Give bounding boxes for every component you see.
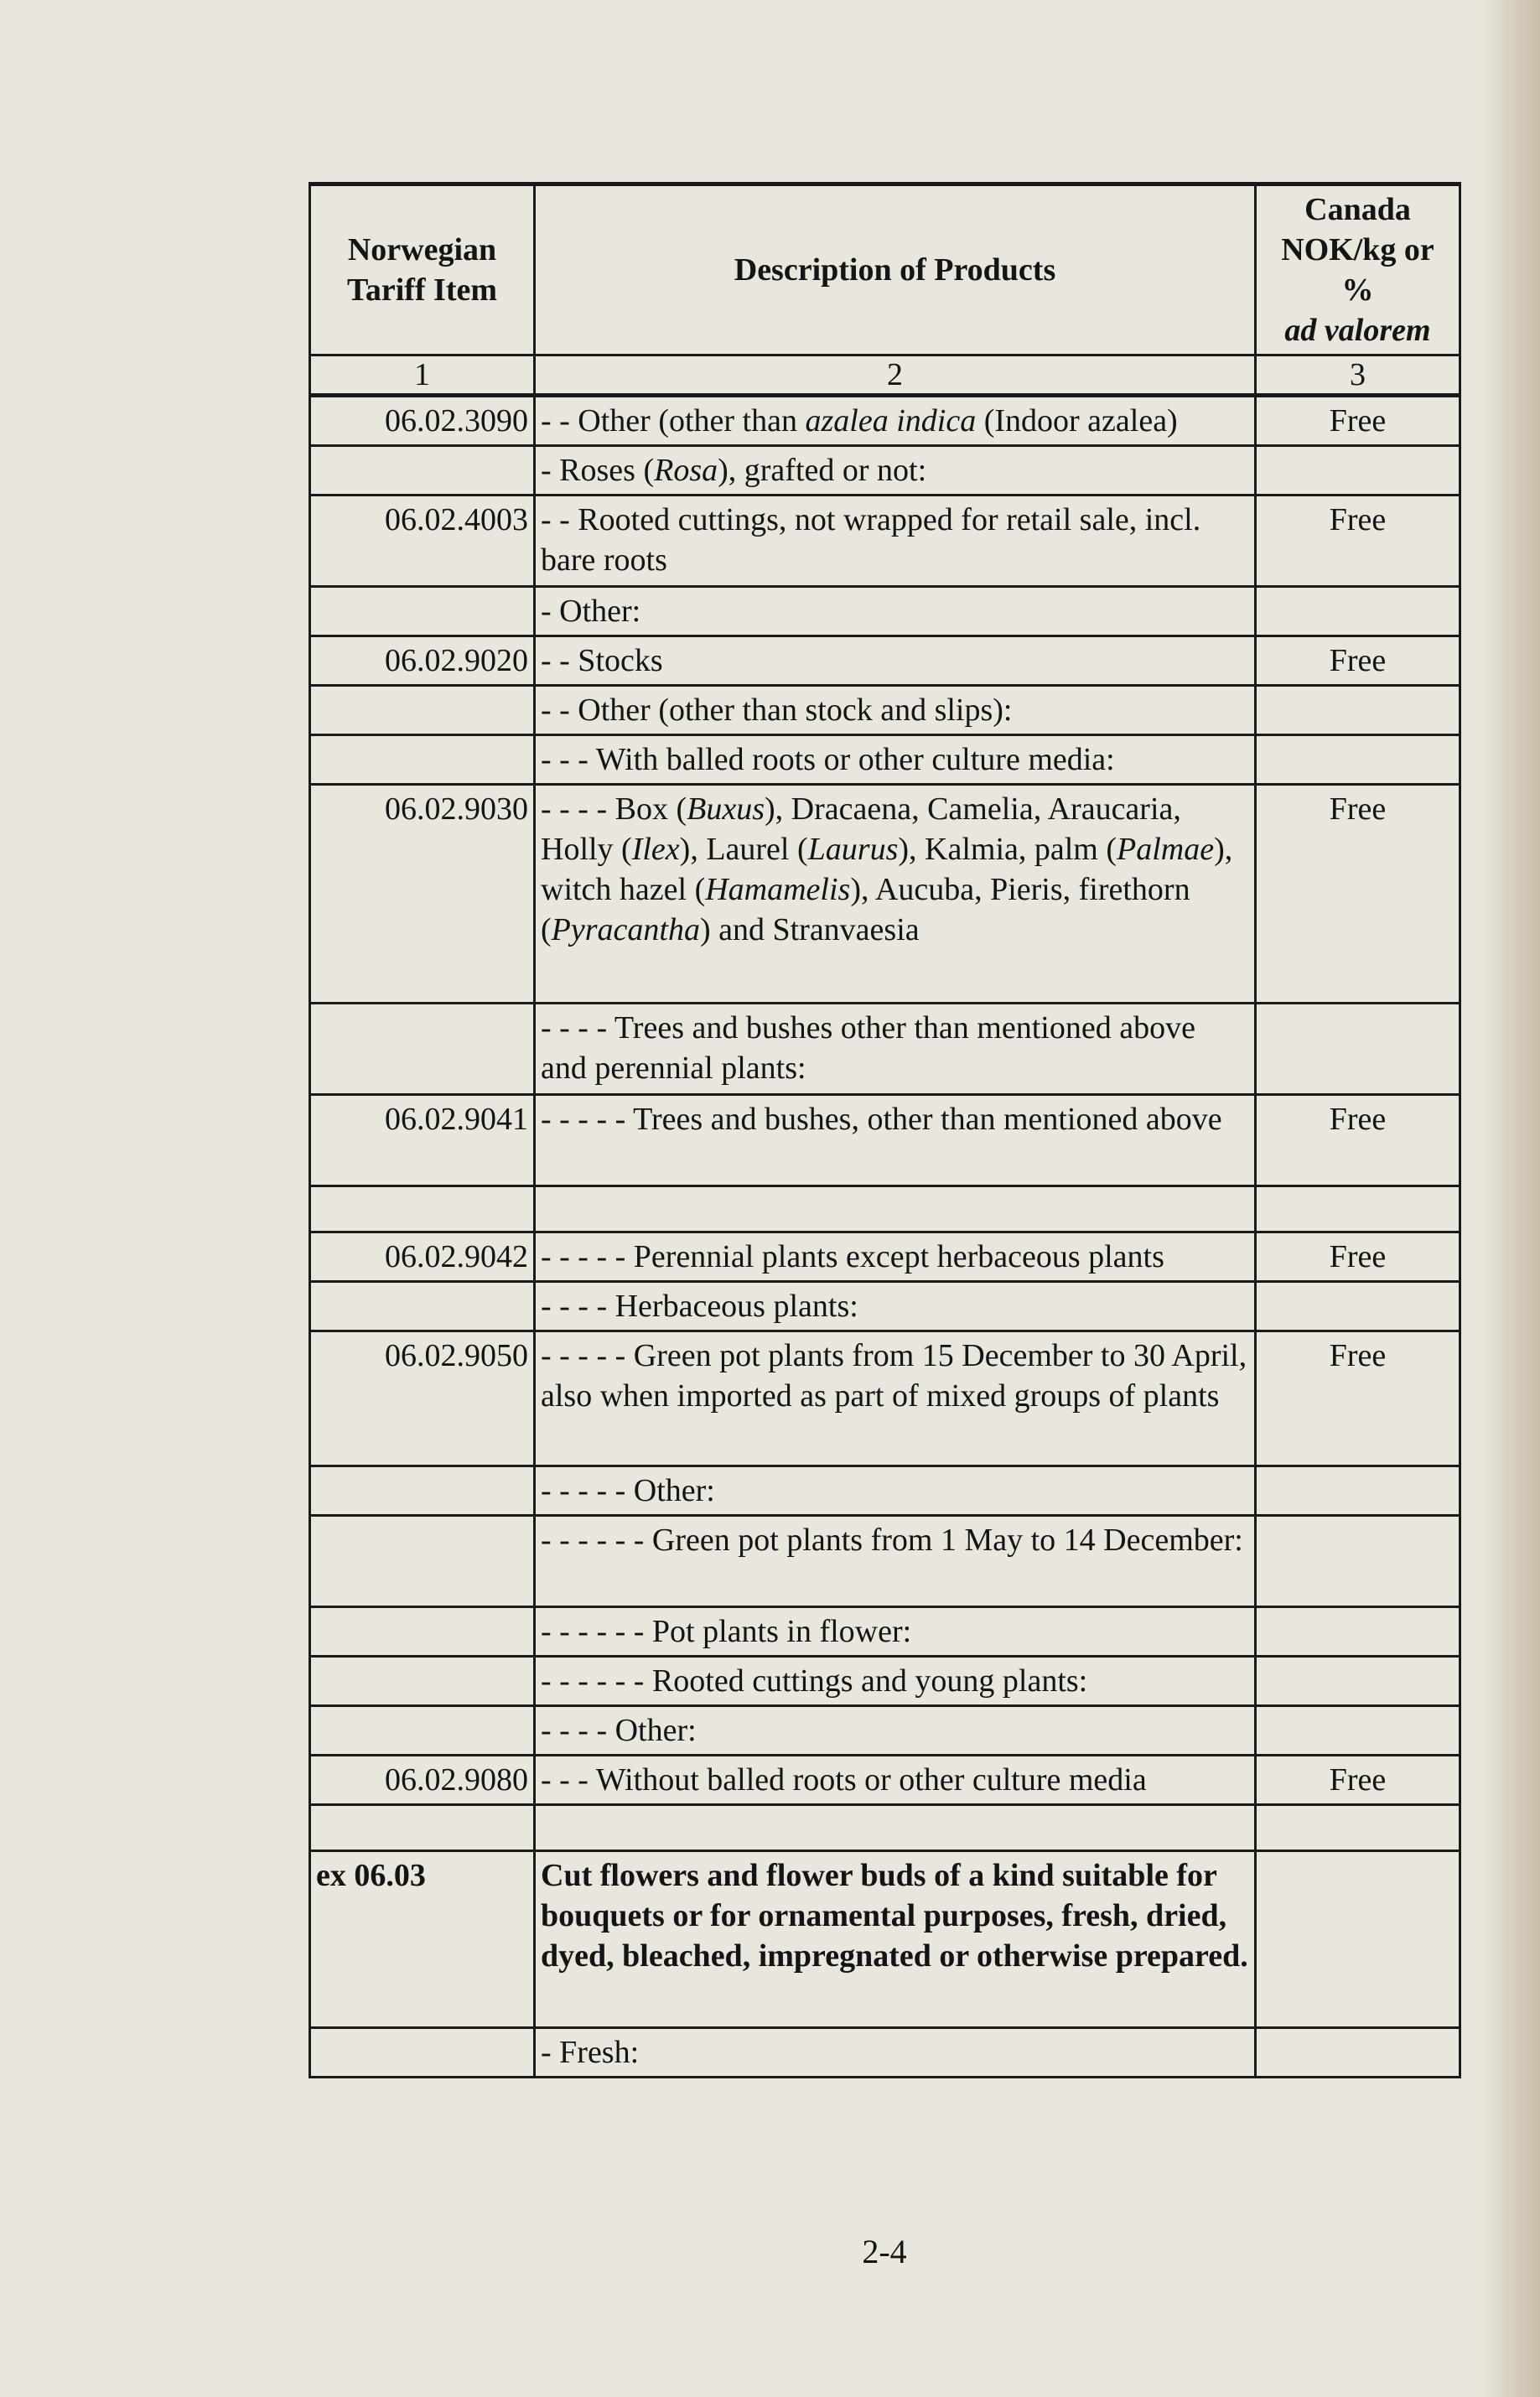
table-row xyxy=(310,1331,1460,1466)
table-row xyxy=(310,1095,1460,1186)
tariff-item-cell xyxy=(310,1466,535,1516)
tariff-item-cell xyxy=(310,686,535,735)
rate-cell xyxy=(1256,1516,1460,1607)
header-tariff-item: Norwegian Tariff Item xyxy=(310,184,535,355)
table-row xyxy=(310,1466,1460,1516)
description-cell: - - Other (other than stock and slips): xyxy=(535,686,1256,735)
table-row xyxy=(310,1282,1460,1331)
tariff-item-cell: 06.02.3090 xyxy=(310,396,535,446)
table-row xyxy=(310,396,1460,446)
tariff-item-cell xyxy=(310,1282,535,1331)
rate-cell: Free xyxy=(1256,396,1460,446)
table-row xyxy=(310,1805,1460,1851)
rate-cell: Free xyxy=(1256,785,1460,1004)
tariff-item-cell xyxy=(310,735,535,785)
header-rate xyxy=(1256,184,1460,355)
rate-cell xyxy=(1256,1805,1460,1851)
rate-cell: Free xyxy=(1256,1095,1460,1186)
tariff-table xyxy=(309,182,1461,2078)
description-cell: - Roses (Rosa), grafted or not: xyxy=(535,446,1256,495)
column-number-2: 2 xyxy=(535,355,1256,396)
rate-cell xyxy=(1256,2028,1460,2078)
description-cell: - - - - - Trees and bushes, other than mentioned above xyxy=(535,1095,1256,1186)
tariff-item-cell xyxy=(310,587,535,636)
rate-cell xyxy=(1256,1706,1460,1756)
description-cell xyxy=(535,1186,1256,1232)
description-cell: - - - - Trees and bushes other than mentioned above and perennial plants: xyxy=(535,1004,1256,1095)
description-cell: - - - Without balled roots or other culture media xyxy=(535,1756,1256,1805)
table-body xyxy=(310,396,1460,2078)
tariff-item-cell: 06.02.9042 xyxy=(310,1232,535,1282)
rate-cell xyxy=(1256,446,1460,495)
description-cell: - - - - - Perennial plants except herbaceous plants xyxy=(535,1232,1256,1282)
description-cell: - - Other (other than azalea indica (Indoor azalea) xyxy=(535,396,1256,446)
table-row xyxy=(310,686,1460,735)
rate-cell: Free xyxy=(1256,495,1460,587)
tariff-item-cell xyxy=(310,1004,535,1095)
page-binding-shadow xyxy=(1481,0,1540,2397)
table-row xyxy=(310,785,1460,1004)
description-cell: - - - - Box (Buxus), Dracaena, Camelia, Araucaria, Holly (Ilex), Laurel (Laurus), Kalmia, palm (Palmae), witch hazel (Hamamelis), Aucuba, Pieris, firethorn (Pyracantha) and Stranvaesia xyxy=(535,785,1256,1004)
description-cell: - - - - Herbaceous plants: xyxy=(535,1282,1256,1331)
header-description: Description of Products xyxy=(535,184,1256,355)
description-cell: - - - - - - Rooted cuttings and young plants: xyxy=(535,1657,1256,1706)
header-row xyxy=(310,184,1460,355)
rate-cell xyxy=(1256,686,1460,735)
tariff-item-cell xyxy=(310,1516,535,1607)
description-cell: - - - - - Green pot plants from 15 December to 30 April, also when imported as part of mixed groups of plants xyxy=(535,1331,1256,1466)
table-row xyxy=(310,735,1460,785)
tariff-item-cell xyxy=(310,446,535,495)
table-row xyxy=(310,1516,1460,1607)
rate-cell xyxy=(1256,1186,1460,1232)
tariff-item-cell: 06.02.9041 xyxy=(310,1095,535,1186)
tariff-item-cell xyxy=(310,1805,535,1851)
description-cell xyxy=(535,1805,1256,1851)
description-cell: - - - - - - Green pot plants from 1 May to 14 December: xyxy=(535,1516,1256,1607)
tariff-item-cell: 06.02.9020 xyxy=(310,636,535,686)
rate-cell xyxy=(1256,735,1460,785)
header-rate-line4: ad valorem xyxy=(1284,313,1431,348)
table-row xyxy=(310,1657,1460,1706)
rate-cell: Free xyxy=(1256,636,1460,686)
rate-cell xyxy=(1256,1282,1460,1331)
description-cell: - - - With balled roots or other culture media: xyxy=(535,735,1256,785)
tariff-item-cell: 06.02.9080 xyxy=(310,1756,535,1805)
rate-cell xyxy=(1256,1851,1460,2028)
table-row xyxy=(310,1232,1460,1282)
tariff-item-cell xyxy=(310,1607,535,1657)
description-cell: Cut flowers and flower buds of a kind suitable for bouquets or for ornamental purposes, fresh, dried, dyed, bleached, impregnated or otherwise prepared. xyxy=(535,1851,1256,2028)
tariff-item-cell: ex 06.03 xyxy=(310,1851,535,2028)
description-cell: - - - - Other: xyxy=(535,1706,1256,1756)
header-rate-line3: % xyxy=(1341,272,1374,308)
description-cell: - Other: xyxy=(535,587,1256,636)
tariff-item-cell: 06.02.4003 xyxy=(310,495,535,587)
table-row xyxy=(310,1607,1460,1657)
table-row xyxy=(310,587,1460,636)
table-row xyxy=(310,1186,1460,1232)
header-rate-line1: Canada xyxy=(1304,192,1411,227)
tariff-item-cell xyxy=(310,1706,535,1756)
tariff-item-cell xyxy=(310,1186,535,1232)
table-row xyxy=(310,495,1460,587)
table-row xyxy=(310,1004,1460,1095)
rate-cell xyxy=(1256,1607,1460,1657)
rate-cell xyxy=(1256,587,1460,636)
tariff-item-cell: 06.02.9050 xyxy=(310,1331,535,1466)
description-cell: - - - - - - Pot plants in flower: xyxy=(535,1607,1256,1657)
tariff-item-cell xyxy=(310,2028,535,2078)
table-row xyxy=(310,2028,1460,2078)
rate-cell: Free xyxy=(1256,1232,1460,1282)
description-cell: - - Stocks xyxy=(535,636,1256,686)
column-number-row xyxy=(310,355,1460,396)
rate-cell: Free xyxy=(1256,1331,1460,1466)
description-cell: - Fresh: xyxy=(535,2028,1256,2078)
table-row xyxy=(310,1756,1460,1805)
rate-cell xyxy=(1256,1466,1460,1516)
table-row xyxy=(310,1851,1460,2028)
table-row xyxy=(310,636,1460,686)
header-rate-line2: NOK/kg or xyxy=(1281,232,1434,267)
table-row xyxy=(310,446,1460,495)
rate-cell: Free xyxy=(1256,1756,1460,1805)
description-cell: - - - - - Other: xyxy=(535,1466,1256,1516)
rate-cell xyxy=(1256,1657,1460,1706)
description-cell: - - Rooted cuttings, not wrapped for retail sale, incl. bare roots xyxy=(535,495,1256,587)
page-number: 2-4 xyxy=(862,2233,907,2270)
tariff-item-cell xyxy=(310,1657,535,1706)
tariff-item-cell: 06.02.9030 xyxy=(310,785,535,1004)
rate-cell xyxy=(1256,1004,1460,1095)
column-number-3: 3 xyxy=(1256,355,1460,396)
table-row xyxy=(310,1706,1460,1756)
column-number-1: 1 xyxy=(310,355,535,396)
